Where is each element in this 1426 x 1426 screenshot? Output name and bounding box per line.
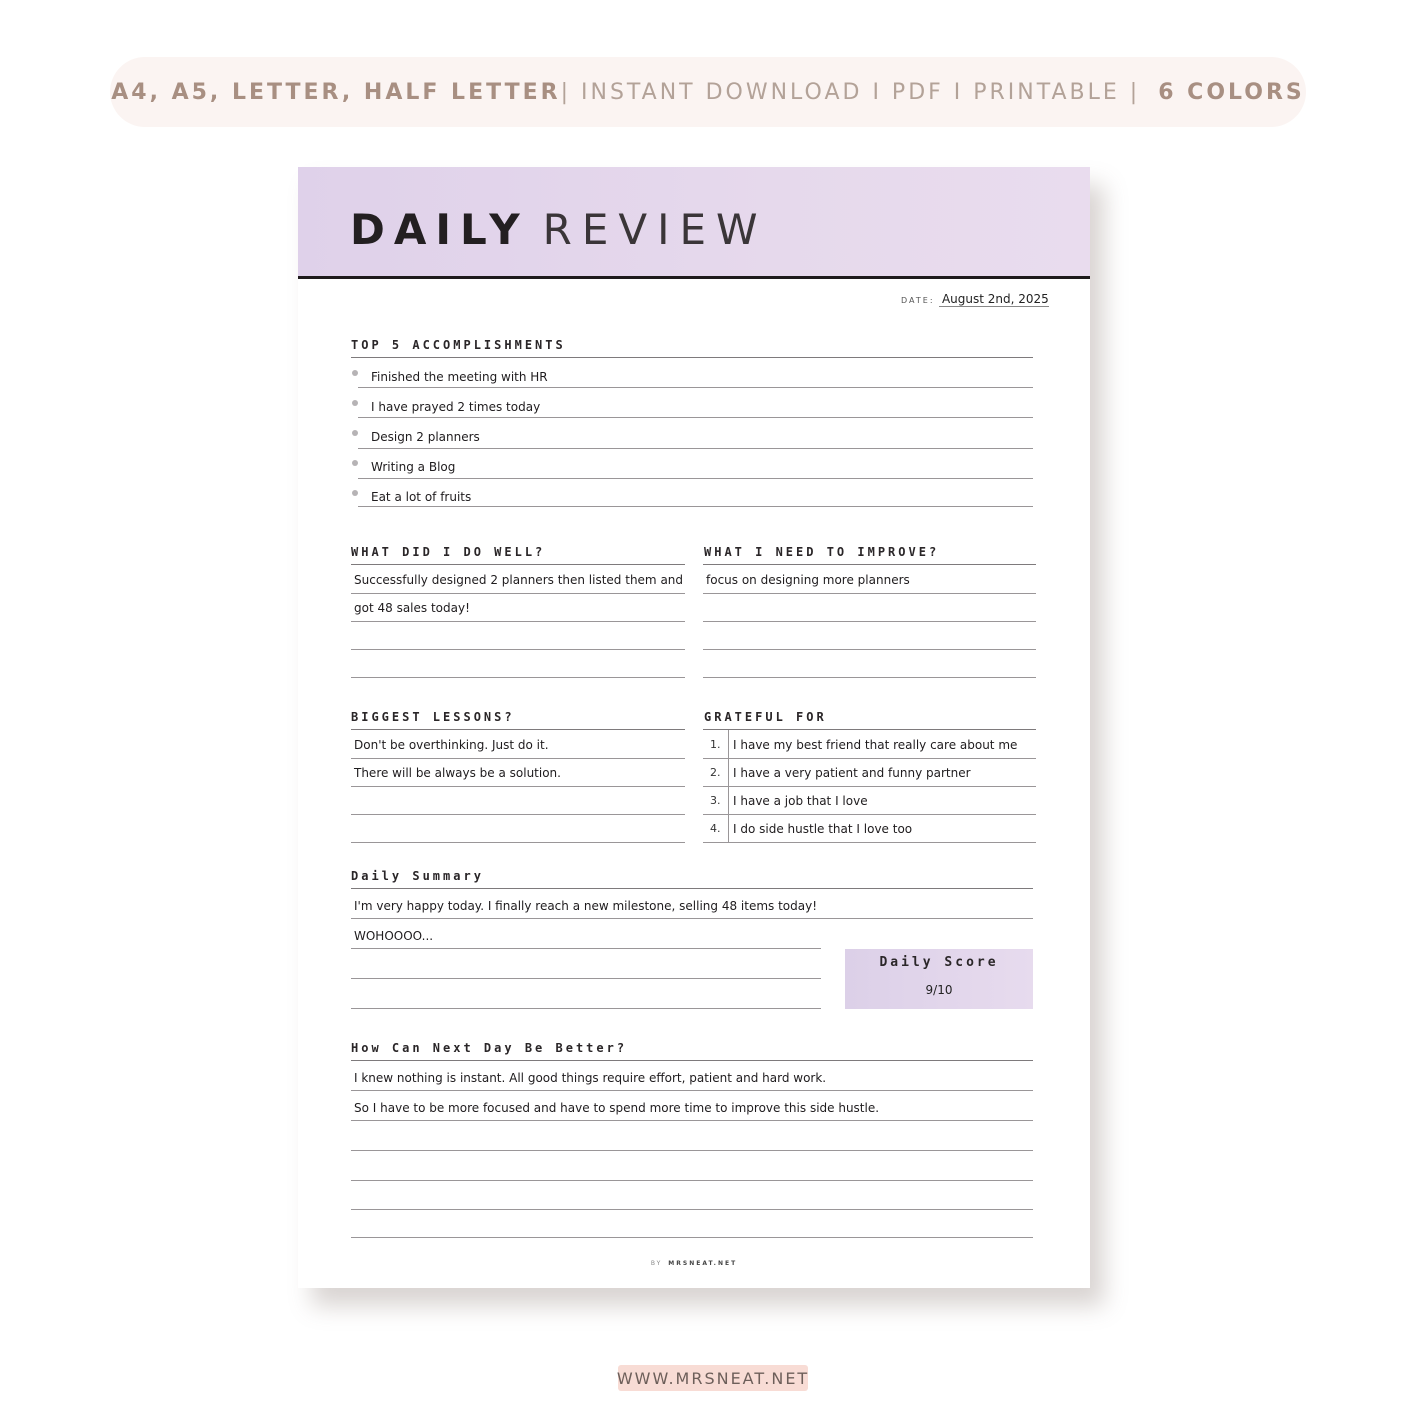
grateful-item: I have a job that I love bbox=[733, 794, 868, 808]
title-bold: DAILY bbox=[350, 205, 529, 254]
score-value: 9/10 bbox=[925, 983, 953, 997]
divider bbox=[703, 814, 1036, 815]
improve-line: focus on designing more planners bbox=[706, 573, 910, 587]
grateful-heading: GRATEFUL FOR bbox=[704, 710, 827, 724]
divider bbox=[351, 1209, 1033, 1210]
divider bbox=[351, 918, 1033, 919]
divider bbox=[703, 842, 1036, 843]
bullet-icon bbox=[352, 400, 358, 406]
daily-score-box bbox=[845, 949, 1033, 1009]
divider bbox=[351, 758, 685, 759]
accomplishment-item: Eat a lot of fruits bbox=[371, 490, 472, 504]
accomplishment-item: I have prayed 2 times today bbox=[371, 400, 541, 414]
divider bbox=[703, 621, 1036, 622]
banner-separator: | bbox=[1129, 79, 1141, 105]
next-day-line: I knew nothing is instant. All good things require effort, patient and hard work. bbox=[354, 1071, 827, 1085]
divider bbox=[351, 564, 685, 565]
divider bbox=[358, 478, 1033, 479]
did-well-heading: WHAT DID I DO WELL? bbox=[351, 545, 546, 559]
lesson-line: Don't be overthinking. Just do it. bbox=[354, 738, 549, 752]
grateful-number: 3. bbox=[710, 794, 721, 807]
bullet-icon bbox=[352, 490, 358, 496]
title-light: REVIEW bbox=[542, 205, 768, 254]
divider bbox=[351, 1090, 1033, 1091]
divider bbox=[351, 978, 821, 979]
date-value: August 2nd, 2025 bbox=[939, 292, 1049, 307]
grateful-item: I do side hustle that I love too bbox=[733, 822, 913, 836]
score-label: Daily Score bbox=[879, 955, 999, 970]
divider bbox=[351, 593, 685, 594]
footer-by: BY bbox=[650, 1260, 663, 1267]
accomplishments-heading: TOP 5 ACCOMPLISHMENTS bbox=[351, 338, 566, 352]
improve-heading: WHAT I NEED TO IMPROVE? bbox=[704, 545, 940, 559]
divider bbox=[358, 448, 1033, 449]
divider bbox=[351, 888, 1033, 889]
page-footer bbox=[298, 1260, 1090, 1267]
banner-details: INSTANT DOWNLOAD I PDF I PRINTABLE bbox=[571, 79, 1130, 105]
summary-line: I'm very happy today. I finally reach a new milestone, selling 48 items today! bbox=[354, 899, 818, 913]
grateful-number: 4. bbox=[710, 822, 721, 835]
divider bbox=[703, 758, 1036, 759]
bullet-icon bbox=[352, 370, 358, 376]
summary-heading: Daily Summary bbox=[351, 869, 484, 883]
did-well-line: got 48 sales today! bbox=[354, 601, 470, 615]
accomplishment-item: Writing a Blog bbox=[371, 460, 456, 474]
divider bbox=[351, 1150, 1033, 1151]
divider bbox=[351, 1060, 1033, 1061]
summary-line: WOHOOOO... bbox=[354, 929, 434, 943]
website-url[interactable]: WWW.MRSNEAT.NET bbox=[618, 1365, 808, 1391]
date-label: DATE: bbox=[901, 296, 935, 305]
divider bbox=[351, 948, 821, 949]
divider bbox=[351, 1180, 1033, 1181]
divider bbox=[351, 1008, 821, 1009]
accomplishment-item: Design 2 planners bbox=[371, 430, 480, 444]
grateful-number: 1. bbox=[710, 738, 721, 751]
lesson-line: There will be always be a solution. bbox=[354, 766, 561, 780]
divider bbox=[351, 729, 685, 730]
divider bbox=[351, 677, 685, 678]
next-day-heading: How Can Next Day Be Better? bbox=[351, 1041, 628, 1055]
banner-formats: A4, A5, LETTER, HALF LETTER bbox=[111, 79, 561, 105]
divider bbox=[703, 564, 1036, 565]
page-header bbox=[298, 167, 1090, 279]
divider bbox=[351, 1120, 1033, 1121]
footer-site: MRSNEAT.NET bbox=[668, 1260, 738, 1267]
grateful-item: I have a very patient and funny partner bbox=[733, 766, 971, 780]
accomplishment-item: Finished the meeting with HR bbox=[371, 370, 548, 384]
next-day-line: So I have to be more focused and have to spend more time to improve this side hustle. bbox=[354, 1101, 880, 1115]
divider bbox=[358, 506, 1033, 507]
did-well-line: Successfully designed 2 planners then listed them and bbox=[354, 573, 684, 587]
divider bbox=[351, 786, 685, 787]
divider bbox=[703, 786, 1036, 787]
planner-page bbox=[298, 167, 1090, 1288]
grateful-number: 2. bbox=[710, 766, 721, 779]
bullet-icon bbox=[352, 460, 358, 466]
divider bbox=[703, 593, 1036, 594]
divider bbox=[351, 842, 685, 843]
divider bbox=[351, 1237, 1033, 1238]
divider bbox=[703, 729, 1036, 730]
divider bbox=[703, 677, 1036, 678]
date-field bbox=[901, 290, 1049, 308]
divider bbox=[358, 417, 1033, 418]
divider bbox=[703, 649, 1036, 650]
divider bbox=[358, 387, 1033, 388]
divider bbox=[351, 649, 685, 650]
divider bbox=[351, 621, 685, 622]
banner-separator: | bbox=[560, 79, 572, 105]
page-title bbox=[350, 205, 768, 254]
product-banner bbox=[110, 57, 1306, 127]
grateful-item: I have my best friend that really care about me bbox=[733, 738, 1018, 752]
divider bbox=[351, 814, 685, 815]
lessons-heading: BIGGEST LESSONS? bbox=[351, 710, 515, 724]
divider bbox=[351, 357, 1033, 358]
bullet-icon bbox=[352, 430, 358, 436]
banner-colors: 6 COLORS bbox=[1158, 79, 1305, 105]
